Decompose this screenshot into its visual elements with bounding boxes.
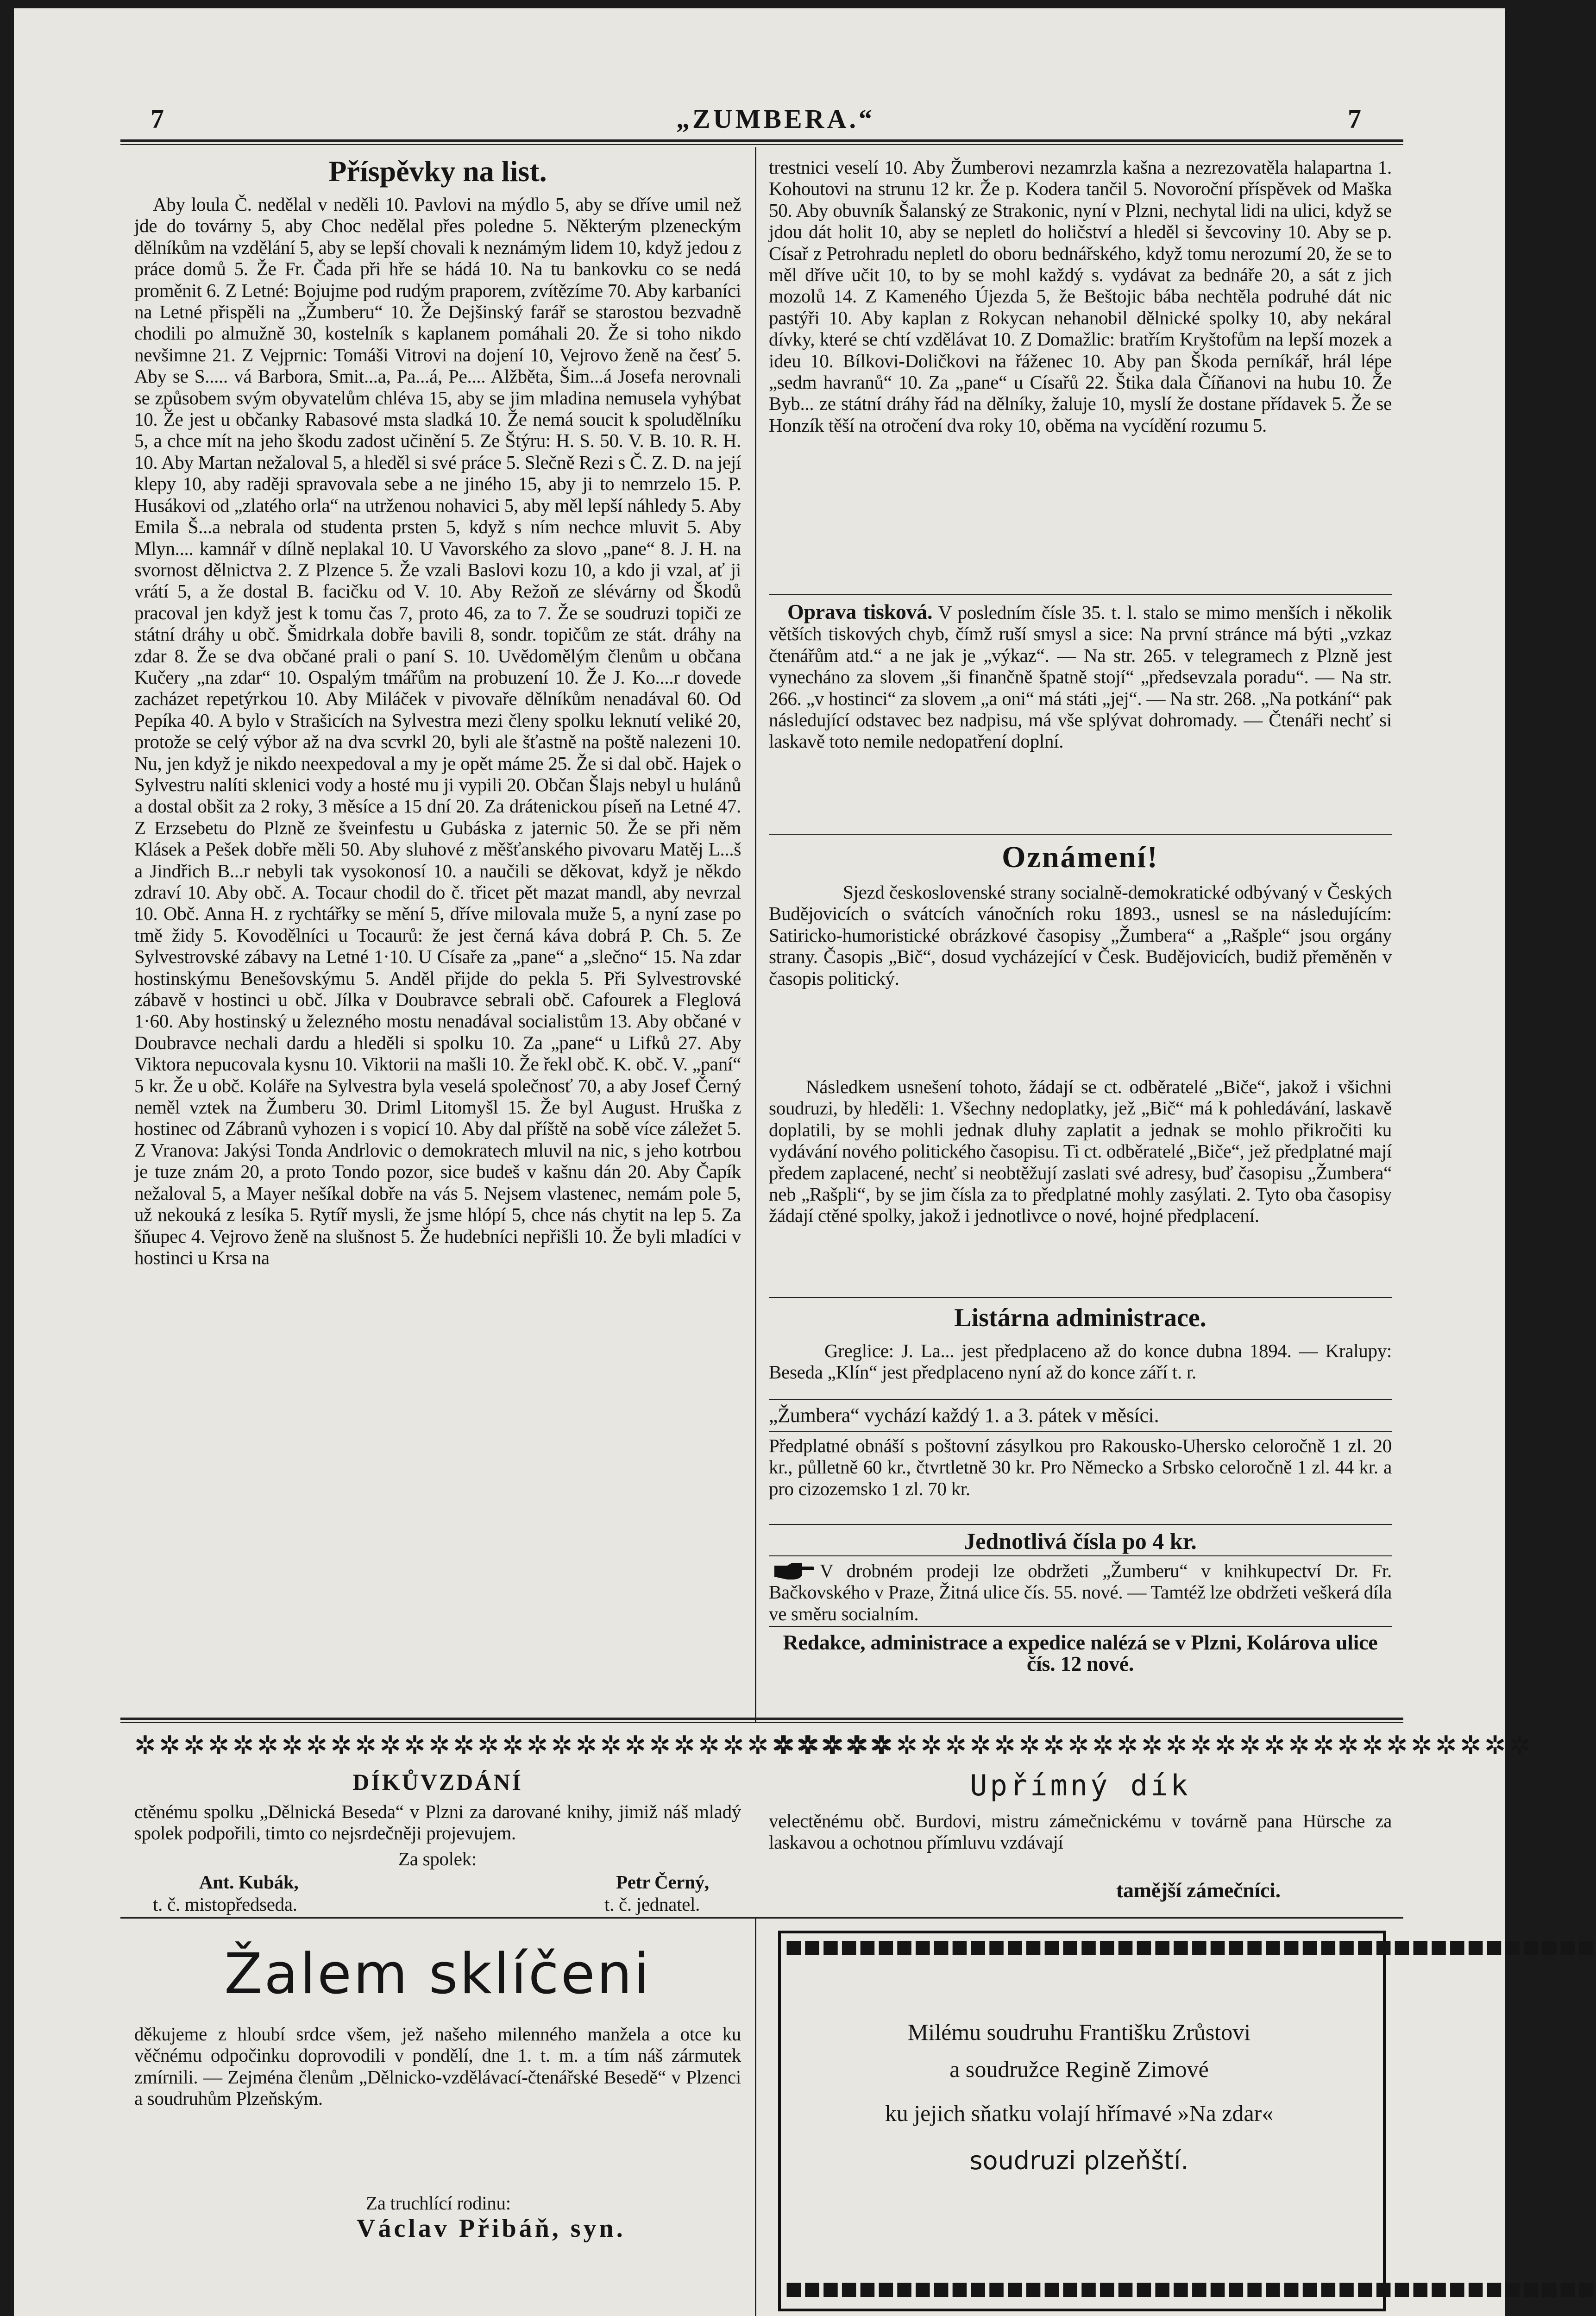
dikuvzdani-title: DÍKŮVZDÁNÍ xyxy=(352,1769,523,1795)
vychazi-line: „Žumbera“ vychází každý 1. a 3. pátek v měsíci. xyxy=(769,1404,1159,1427)
masthead-title: „ZUMBERA.“ xyxy=(676,104,875,134)
oznameni-title: Oznámení! xyxy=(1002,840,1159,874)
jednotliva-cisla: Jednotlivá čísla po 4 kr. xyxy=(964,1528,1197,1554)
oprava-block xyxy=(769,601,1392,837)
rule-3 xyxy=(769,1297,1392,1298)
rule-2 xyxy=(769,834,1392,835)
section-rule-thin xyxy=(120,1722,1403,1723)
zalem-body: děkujeme z hloubí srdce všem, jež našeho milenného manžela a otce ku věčnému odpočinku doprovodili v pondělí, dne 1. t. m. a tím náš zármutek zmírnili. — Zejména členům „Dělnicko-vzdělávací-čtenářské Besedě“ v Plzenci a soudruhům Plzeňským. xyxy=(134,2023,741,2109)
oznameni-body-1: Sjezd československé strany socialně-demokratické odbývaný v Českých Budějovicích o svátcích vánočních roku 1893., usnesl se na následujícím: Satiricko-humoristické obrázkové časopisy „Žumbera“ a „Rašple“ jsou orgány strany. Časopis „Bič“, dosud vycházející v Česk. Budějovicích, budiž přeměněn v časopis politický. xyxy=(769,881,1392,989)
header-rule xyxy=(120,139,1403,142)
newspaper-page xyxy=(14,8,1596,2316)
zalem-title: Žalem sklíčeni xyxy=(224,1942,651,2007)
section-rule xyxy=(120,1718,1403,1720)
predplatne-block: Předplatné obnáší s poštovní zásylkou pro Rakousko-Uhersko celoročně 1 zl. 20 kr., půlletně 60 kr., čtvrtletně 30 kr. Pro Německo a Srbsko celoročně 1 zl. 44 kr. a pro cizozemsko 1 zl. 70 kr. xyxy=(769,1435,1392,1499)
signature-kubak-name: Ant. Kubák, xyxy=(199,1871,299,1893)
prispevky-body: Aby loula Č. nedělal v neděli 10. Pavlovi na mýdlo 5, aby se dříve umil než jde do továrny 5, aby Choc nedělal přes poledne 5. Některým plzeneckým dělníkům na vzdělání 5, aby se lepší chovali k neznámým lidem 10, když jedou z práce domů 5. Že Fr. Čada při hře se hádá 10. Na tu bankovku co se nedá proměnit 6. Z Letné: Bojujme pod rudým praporem, zvítězíme 70. Aby karbaníci na Letné přispěli na „Žumberu“ 10. Že Dejšinský farář se starostou bezvadně chodili po almužně 30, kostelník s kaplanem pomáhali 20. Že si toho nikdo nevšimne 21. Z Vejprnic: Tomáši Vitrovi na dojení 10, Vejrovo ženě na česť 5. Aby se S..... vá Barbora, Smit...a, Pa...á, Pe.... Alžběta, Šim...á Josefa nerovnali se způsobem svým obyvatelům chléva 15, aby se jim mladina nemusela vyhýbat 10. Že jest u občanky Rabasové msta sladká 10. Že nemá soucit k spoludělníku 5, a chce mít na jeho škodu zadost učinění 5. Ze Štýru: H. S. 50. V. B. 10. R. H. 10. Aby Martan nežaloval 5, a hleděl si své práce 5. Slečně Rezi s Č. Z. D. na její klepy 10, aby raději spravovala sebe a ne jiného 15, aby ji to nemrzelo 15. P. Husákovi od „zlatého orla“ na utrženou nohavici 5, aby měl lepší náhledy 5. Aby Emila Š...a nebrala od studenta prsten 5, když s ním nechce mluvit 5. Aby Mlyn.... kamnář v dílně neplakal 10. U Vavorského za slovo „pane“ 8. J. H. na svornost dělnictva 2. Z Plzence 5. Že vzali Baslovi kozu 10, a kdo ji vzal, ať ji vrátí 5, a že dostal B. facičku od V. 10. Aby Režoň ze slévárny od Škodů pracoval jen když jest k tomu čas 7, proto 46, za to 7. Že se soudruzi topiči ze státní dráhy u obč. Šmidrkala dobře bavili 8, sondr. topičům ze stát. dráhy na zdar 8. Že se dva občané prali o paní S. 10. Uvědomělým členům u občana Kučery „na zdar“ 10. Ospalým tmářům na probuzení 10. Že J. Ko....r dovede zacházet repetýrkou 10. Aby Miláček v pivovaře dělníkům nenadával 60. Od Pepíka 40. A bylo v Strašicích na Sylvestra mezi členy spolku leknutí veliké 20, protože se celý výbor až na dva scvrkl 20, byli ale šťastně na poště nalezeni 10. Nu, jen když je nikdo neexpedoval a my je opět máme 25. Že si dal obč. Hajek o Sylvestru nalíti sklenici vody a hosté mu ji vypili 20. Občan Šlajs nebyl u hulánů a dostal obšit za 2 roky, 3 měsíce a 15 dní 20. Za drátenickou píseň na Letné 47. Z Erzsebetu do Plzně ze šveinfestu u Gubáska z jaternic 50. Že se při něm Klásek a Pešek dobře měli 50. Aby sluhové z měšťanského pivovaru Matěj L...š a Jindřich B...r nebyli tak vysokonosí 10. a naučili se děkovat, když je někdo zdraví 10. Aby obč. A. Tocaur chodil do č. třicet pět mazat mandl, aby nevrzal 10. Obč. Anna H. z rychtářky se mění 5, dříve milovala muže 5, a nyní zase po tmě židy 5. Kovodělníci u Tocaurů: že jest černá káva dobrá P. Ch. 5. Ze Sylvestrovské zábavy na Letné 1·10. U Císaře za „pane“ a „slečno“ 15. Na zdar hostinskýmu Benešovskýmu 5. Anděl přijde do pekla 5. Při Sylvestrovské zábavě v hostinci u obč. Jílka v Doubravce sebrali obč. Cafourek a Fleglová 1·60. Aby hostinský u železného mostu nenadával socialistům 13. Aby občané v Doubravce nechali dardu a hleděli si spolku 10. Za „pane“ u Lifků 27. Aby Viktora nepucovala kysnu 10. Viktorii na mašli 10. Že řekl obč. K. obč. V. „paní“ 5 kr. Že u obč. Koláře na Sylvestra byla veselá společnosť 70, a aby Josef Černý neměl vztek na Žumberu 30. Driml Litomyšl 15. Že byl August. Hruška z hostinec od Zábranů vyhozen i s vopicí 10. Aby dal příště na sobě více záležet 5. Z Vranova: Jakýsi Tonda Andrlovic o demokratech mluvil na nic, s jeho kotrbou je tuze znám 20, a proto Tondo pozor, sice budeš v kašnu dán 20. Aby Čapík nežaloval 5, a Mayer nešíkal dobře na vás 5. Nejsem vlastenec, nemám pole 5, už nekouká z lesíka 5. Rytíř mysli, že jsme hlópí 5, chce nás chytit na lep 5. Za šňupec 4. Vejrovo ženě na slušnost 5. Že hudebníci nepřišli 10. Že byli mladíci v hostinci u Krsa na xyxy=(134,194,741,1268)
rule-1 xyxy=(769,594,1392,595)
header-rule-thin xyxy=(120,144,1403,145)
congrats-line-1: Milému soudruhu Františku Zrůstovi xyxy=(907,2019,1251,2045)
lower-rule xyxy=(120,1917,1403,1919)
star-ornament-left: ✲✲✲✲✲✲✲✲✲✲✲✲✲✲✲✲✲✲✲✲✲✲✲✲✲✲✲✲✲✲✲ xyxy=(134,1731,894,1761)
redakce-block: Redakce, administrace a expedice nalézá se v Plzni, Kolárova ulice čís. 12 nové. xyxy=(783,1630,1378,1676)
prispevky-title: Příspěvky na list. xyxy=(328,155,547,188)
page-number-left: 7 xyxy=(151,104,164,134)
dikuvzdani-za-spolek: Za spolek: xyxy=(398,1848,477,1869)
congrats-line-3: ku jejich sňatku volají hřímavé »Na zdar« xyxy=(885,2100,1274,2126)
rule-8 xyxy=(769,1626,1392,1627)
star-ornament-right: ✲✲✲✲✲✲✲✲✲✲✲✲✲✲✲✲✲✲✲✲✲✲✲✲✲✲✲✲✲✲✲ xyxy=(773,1731,1533,1761)
upriimny-dik-title: Upřímný dík xyxy=(970,1768,1191,1802)
upriimny-dik-body: velectěnému obč. Burdovi, mistru zámečnickému v továrně pana Hürsche za laskavou a ochotnou přímluvu vzdávají xyxy=(769,1810,1392,1853)
oznameni-body-2: Následkem usnešení tohoto, žádají se ct. odběratelé „Biče“, jakož i všichni soudruzi, by hleděli: 1. Všechny nedoplatky, jež „Bič“ má k pohledávání, laskavě doplatili, by se mohli jednak dluhy zaplatit a jednak se mohlo přikročiti ku vydávání nového politického časopisu. Ti ct. odběratelé „Biče“, jež předplatné mají předem zaplacené, nechť si neobtěžují zaslati své adresy, buď časopisu „Žumbera“ neb „Rašpli“, by se jim čísla za to předplatné mohly zasýlati. 2. Tyto oba časopisy žádají ctěné spolky, jakož i jednotlivce o nové, hojné předplacení. xyxy=(769,1076,1392,1227)
prodej-block: V drobném prodeji lze obdržeti „Žumberu“ v knihkupectví Dr. Fr. Bačkovského v Praze, Žitná ulice čís. 55. nové. — Tamtéž lze obdržeti veškerá díla ve směru socialním. xyxy=(769,1560,1392,1624)
rule-5 xyxy=(769,1431,1392,1432)
oprava-body: V posledním čísle 35. t. l. stalo se mimo menších i několik větších tiskových chyb, čímž ruší smysl a sice: Na první stránce má býti „vzkaz čtenářům atd.“ a ne jak je „výkaz“. — Na str. 265. v telegramech z Plzně jest vynecháno za slovem „ši finančně špatně stojí“ „předsevzala poradu“. — Na str. 266. „v hostinci“ za slovem „a oni“ má státi „jej“. — Na str. 268. „Na potkání“ pak následující odstavec bez nadpisu, má vše splývat dohromady. — Čtenáři nechť si laskavě toto nemile nedopatření doplní. xyxy=(769,602,1392,752)
rule-6 xyxy=(769,1524,1392,1525)
square-ornament-top: ■■■■■■■■■■■■■■■■■■■■■■■■■■■■■■■■■■■■■■■■■■■■ xyxy=(785,1936,1596,1957)
signature-cerny-name: Petr Černý, xyxy=(616,1871,709,1893)
rule-4 xyxy=(769,1399,1392,1400)
upriimny-dik-signature: tamější zámečníci. xyxy=(1116,1878,1281,1902)
listarna-title: Listárna administrace. xyxy=(954,1303,1206,1332)
listarna-body: Greglice: J. La... jest předplaceno až do konce dubna 1894. — Kralupy: Beseda „Klín“ jest předplaceno nyní až do konce září t. r. xyxy=(769,1340,1392,1383)
rule-7 xyxy=(769,1555,1392,1556)
square-ornament-bottom: ■■■■■■■■■■■■■■■■■■■■■■■■■■■■■■■■■■■■■■■■■■■■ xyxy=(785,2278,1596,2299)
oprava-title: Oprava tisková. xyxy=(787,600,933,623)
congrats-line-2: a soudružce Regině Zimové xyxy=(949,2056,1209,2082)
dikuvzdani-body: ctěnému spolku „Dělnická Beseda“ v Plzni za darované knihy, jimiž náš mladý spolek podpořili, timto co nejsrdečněji projevujem. xyxy=(134,1801,741,1844)
zalem-signature: Václav Přibáň, syn. xyxy=(357,2214,626,2243)
zalem-za-rodinu: Za truchlící rodinu: xyxy=(366,2192,511,2214)
prispevky-continuation: trestnici veselí 10. Aby Žumberovi nezamrzla kašna a nezrezovatěla halapartna 1. Kohoutovi na strunu 12 kr. Že p. Kodera tančil 5. Novoroční příspěvek od Maška 50. Aby obuvník Šalanský ze Strakonic, nyní v Plzni, nechytal lidi na ulici, když se jdou dát holit 10, aby se nepletl do holičství a hleděl si ševcoviny 10. Aby se p. Císař z Petrohradu nepletl do oboru bednářského, když tomu nerozumí 20, že se to měl dříve učit 10, to by se mohl každý s. vydávat za bednáře 20, a sát z jich mozolů 14. Z Kameného Újezda 5, že Beštojic bába nechtěla podruhé dát nic pastýři 10. Aby kaplan z Rokycan nehanobil dělnické spolky 10, aby nekáral dívky, které se chtí vzdělávat 10. Z Domažlic: bratřím Kryštofům na lepší mozek a ideu 10. Bílkovi-Doličkovi na řáženec 10. Aby pan Škoda perníkář, hrál lépe „sedm havranů“ 10. Za „pane“ u Císařů 22. Štika dala Číňanovi na hubu 10. Že Byb... ze státní dráhy řád na dělníky, žaluje 10, myslí že dostane přídavek 5. Že se Honzík těší na otročení dva roky 10, oběma na vycídění rozumu 5. xyxy=(769,157,1392,436)
signature-cerny-role: t. č. jednatel. xyxy=(604,1894,700,1915)
column-divider xyxy=(755,147,756,1722)
signature-kubak-role: t. č. mistopředseda. xyxy=(153,1894,297,1915)
page-number-right: 7 xyxy=(1348,104,1361,134)
congrats-line-4: soudruzi plzeňští. xyxy=(969,2146,1189,2175)
lower-column-divider xyxy=(755,1917,756,2316)
